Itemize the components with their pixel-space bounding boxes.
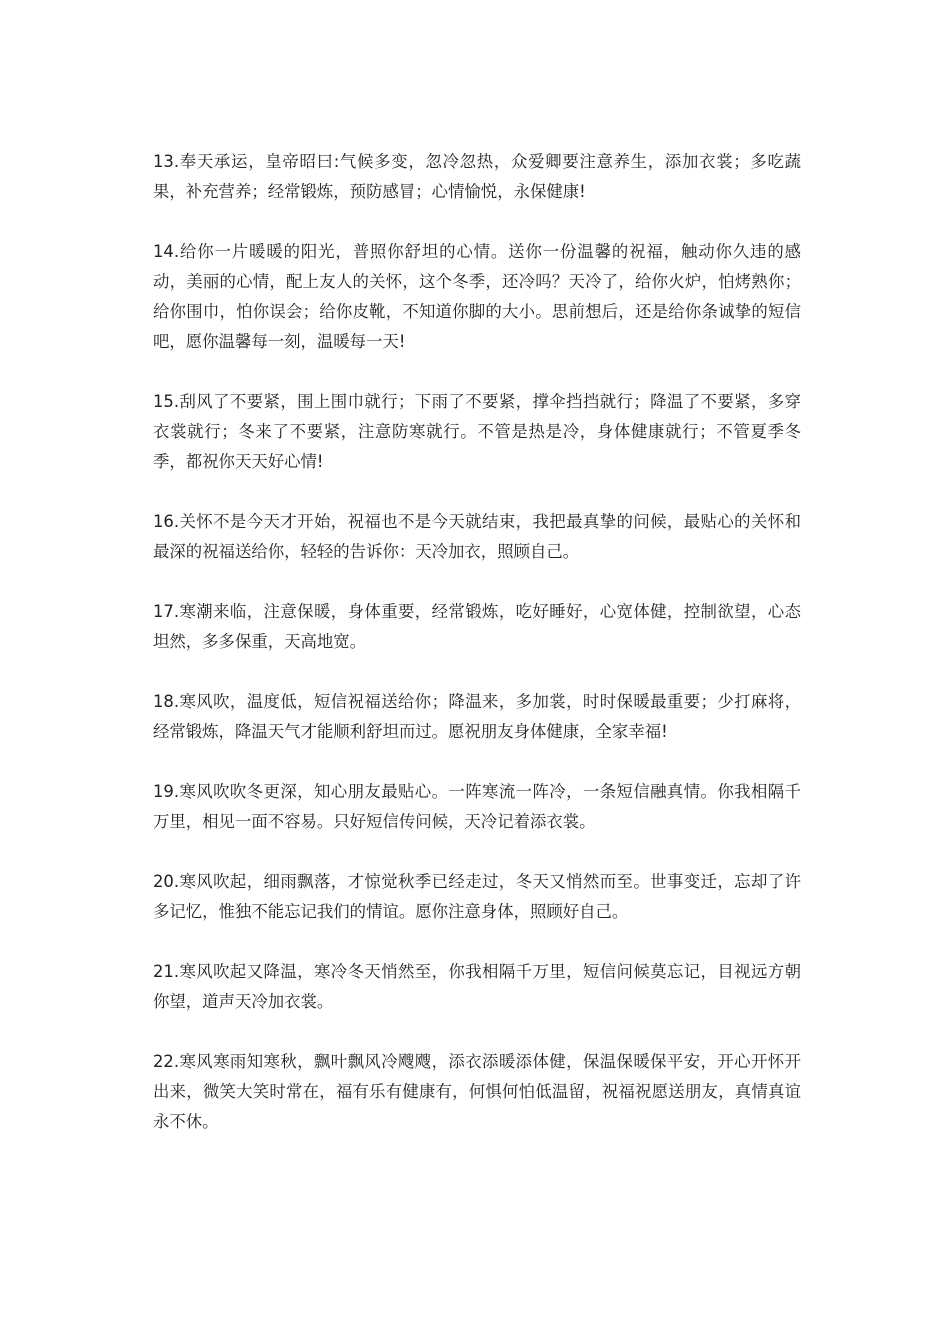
paragraph-20: 20.寒风吹起，细雨飘落，才惊觉秋季已经走过，冬天又悄然而至。世事变迁，忘却了许多记忆，惟独不能忘记我们的情谊。愿你注意身体，照顾好自己。 bbox=[153, 872, 801, 921]
paragraph-15: 15.刮风了不要紧，围上围巾就行；下雨了不要紧，撑伞挡挡就行；降温了不要紧，多穿衣裳就行；冬来了不要紧，注意防寒就行。不管是热是冷，身体健康就行；不管夏季冬季，都祝你天天好心情! bbox=[153, 392, 801, 471]
paragraph-19: 19.寒风吹吹冬更深，知心朋友最贴心。一阵寒流一阵冷，一条短信融真情。你我相隔千万里，相见一面不容易。只好短信传问候，天冷记着添衣裳。 bbox=[153, 782, 801, 831]
paragraph-18: 18.寒风吹，温度低，短信祝福送给你；降温来，多加裳，时时保暖最重要；少打麻将，经常锻炼，降温天气才能顺利舒坦而过。愿祝朋友身体健康，全家幸福! bbox=[153, 692, 801, 741]
paragraph-16: 16.关怀不是今天才开始，祝福也不是今天就结束，我把最真挚的问候，最贴心的关怀和最深的祝福送给你，轻轻的告诉你：天冷加衣，照顾自己。 bbox=[153, 512, 801, 561]
paragraph-22: 22.寒风寒雨知寒秋，飘叶飘风冷飕飕，添衣添暖添体健，保温保暖保平安，开心开怀开出来，微笑大笑时常在，福有乐有健康有，何惧何怕低温留，祝福祝愿送朋友，真情真谊永不休。 bbox=[153, 1052, 801, 1131]
paragraph-21: 21.寒风吹起又降温，寒冷冬天悄然至，你我相隔千万里，短信问候莫忘记，目视远方朝你望，道声天冷加衣裳。 bbox=[153, 962, 801, 1011]
paragraph-14: 14.给你一片暖暖的阳光，普照你舒坦的心情。送你一份温馨的祝福，触动你久违的感动，美丽的心情，配上友人的关怀，这个冬季，还冷吗？天冷了，给你火炉，怕烤熟你；给你围巾，怕你误会；给你皮靴，不知道你脚的大小。思前想后，还是给你条诚挚的短信吧，愿你温馨每一刻，温暖每一天! bbox=[153, 242, 801, 351]
document-body bbox=[153, 147, 801, 1167]
paragraph-13: 13.奉天承运，皇帝昭曰:气候多变，忽冷忽热，众爱卿要注意养生，添加衣裳；多吃蔬果，补充营养；经常锻炼，预防感冒；心情愉悦，永保健康! bbox=[153, 152, 801, 201]
paragraph-17: 17.寒潮来临，注意保暖，身体重要，经常锻炼，吃好睡好，心宽体健，控制欲望，心态坦然，多多保重，天高地宽。 bbox=[153, 602, 801, 651]
